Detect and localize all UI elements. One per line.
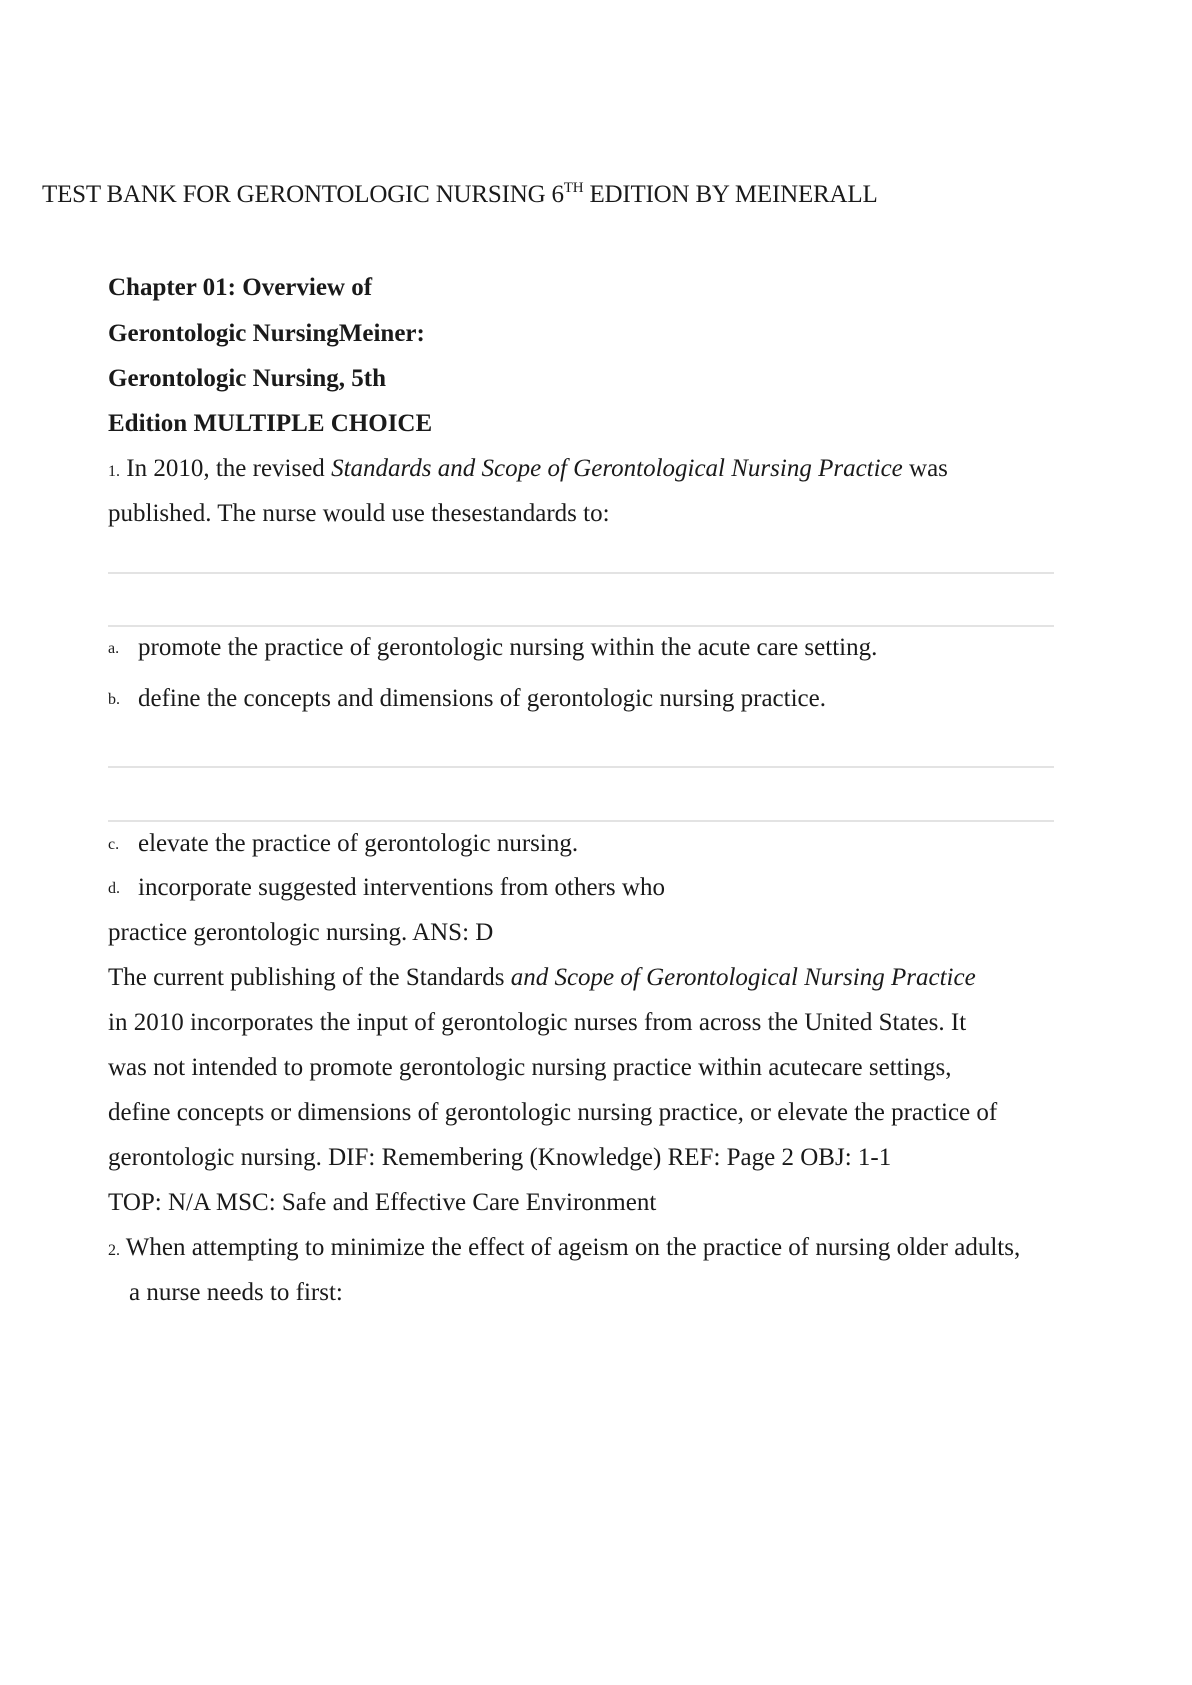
question-1-stem-line-2: published. The nurse would use thesestandards to: [108,500,610,527]
question-1-stem [108,454,948,487]
option-d-text: incorporate suggested interventions from others who [138,874,665,901]
title-text: TEST BANK FOR GERONTOLOGIC NURSING 6 [42,181,564,208]
divider [108,625,1054,627]
question-1-metadata: TOP: N/A MSC: Safe and Effective Care Environment [108,1189,657,1216]
rationale-line-5: gerontologic nursing. DIF: Remembering (Knowledge) REF: Page 2 OBJ: 1-1 [108,1144,892,1171]
document-title [42,180,878,213]
question-1-stem-text: In 2010, the revised [120,455,332,482]
question-1-stem-italic: Standards and Scope of Gerontological Nursing Practice [331,455,903,482]
chapter-heading-line-1: Chapter 01: Overview of [108,274,373,301]
option-c-text: elevate the practice of gerontologic nursing. [138,830,579,857]
title-superscript: TH [563,180,584,196]
rationale-line-1 [108,963,976,993]
divider [108,572,1054,574]
divider [108,766,1054,768]
option-b-letter: b. [108,691,120,708]
option-b-text: define the concepts and dimensions of gerontologic nursing practice. [138,685,826,712]
question-2-stem-line-2: a nurse needs to first: [129,1279,343,1306]
question-2-number: 2. [108,1242,120,1259]
title-text-end: EDITION BY MEINERALL [583,181,878,208]
chapter-heading-line-2: Gerontologic NursingMeiner: [108,320,425,347]
rationale-italic: and Scope of Gerontological Nursing Practice [510,964,976,991]
rationale-line-4: define concepts or dimensions of gerontologic nursing practice, or elevate the practice of [108,1099,998,1126]
option-d-continuation: practice gerontologic nursing. ANS: D [108,919,494,946]
question-2-stem-text: When attempting to minimize the effect of ageism on the practice of nursing older adults, [120,1234,1021,1261]
option-d-letter: d. [108,880,120,897]
rationale-text: The current publishing of the Standards [108,964,511,991]
rationale-line-2: in 2010 incorporates the input of gerontologic nurses from across the United States. It [108,1009,967,1036]
question-2-stem [108,1233,1020,1266]
question-1-stem-end: was [902,455,948,482]
rationale-line-3: was not intended to promote gerontologic nursing practice within acutecare settings, [108,1054,952,1081]
chapter-heading-line-4: Edition MULTIPLE CHOICE [108,410,433,437]
option-c-letter: c. [108,836,120,853]
option-a-letter: a. [108,640,120,657]
chapter-heading-line-3: Gerontologic Nursing, 5th [108,365,387,392]
divider [108,820,1054,822]
question-1-number: 1. [108,463,120,480]
option-a-text: promote the practice of gerontologic nursing within the acute care setting. [138,634,878,661]
